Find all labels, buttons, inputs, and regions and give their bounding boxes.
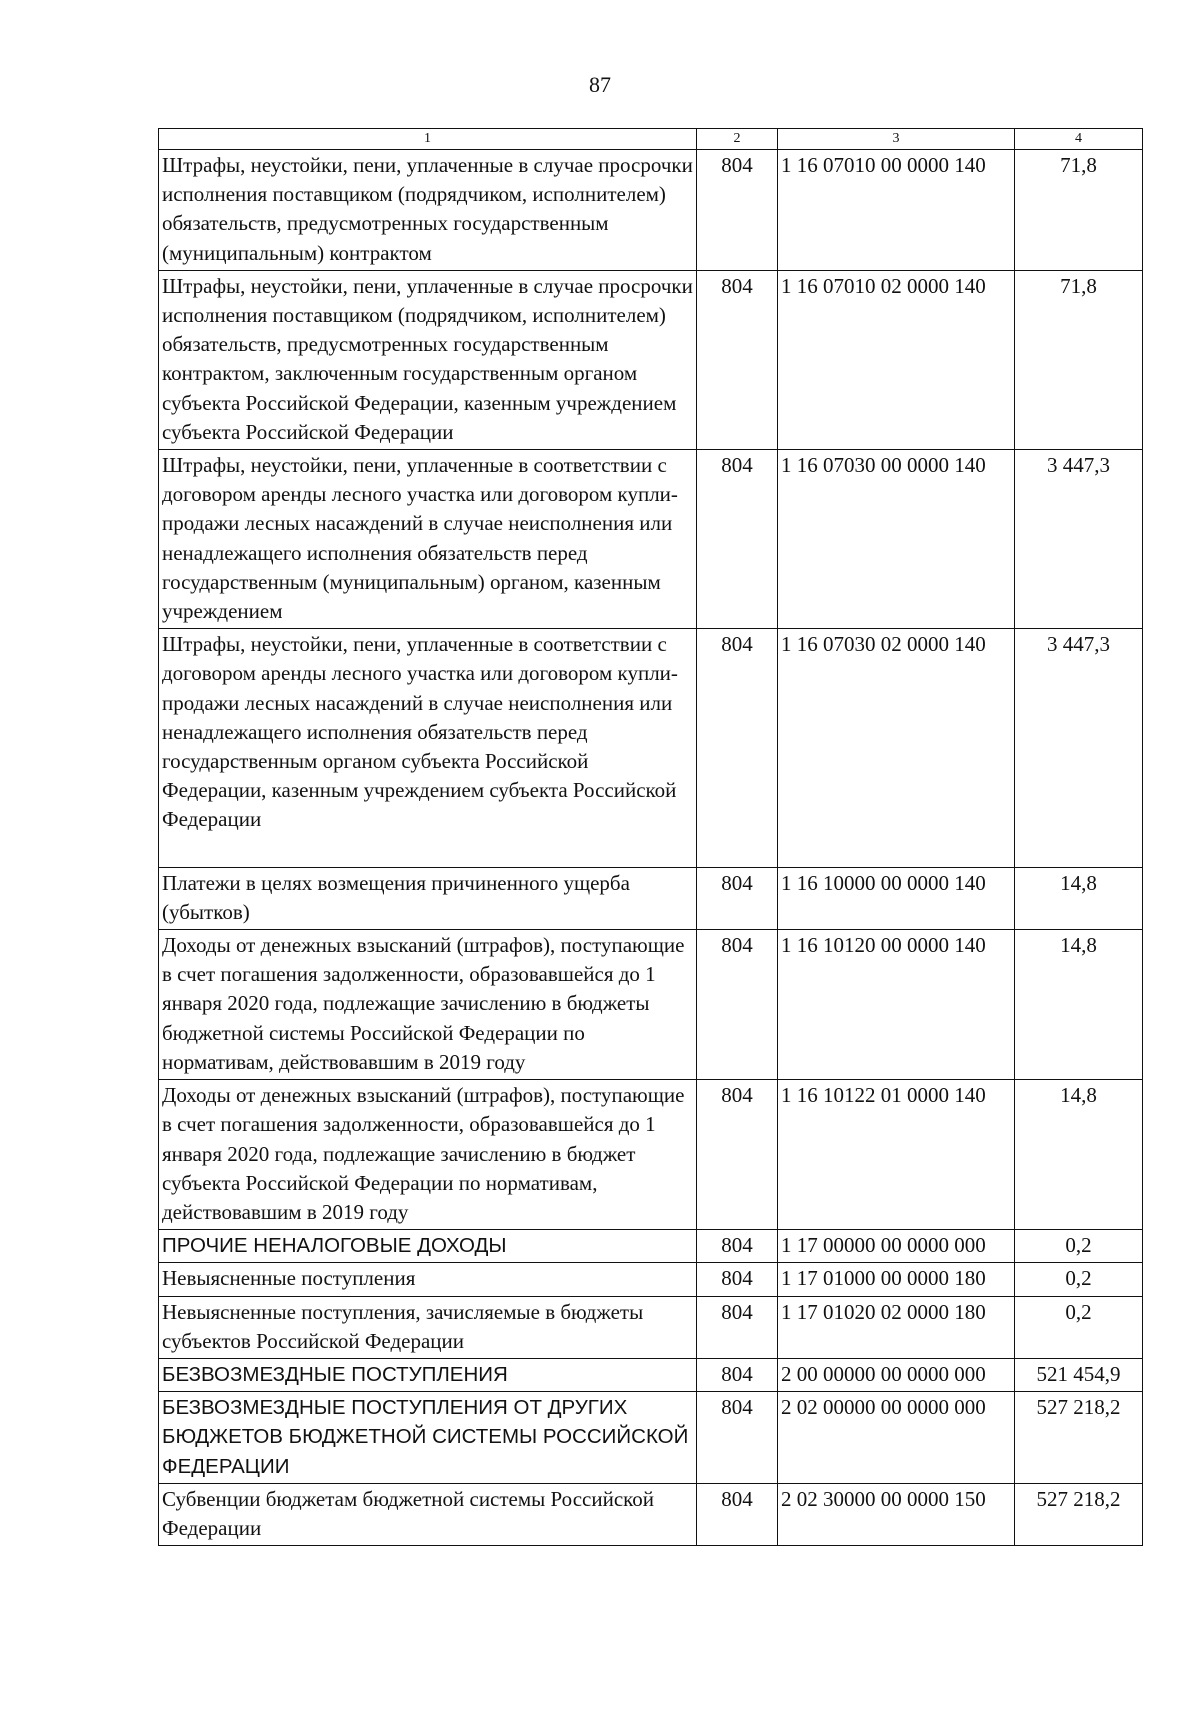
row-budget-code: 2 02 30000 00 0000 150 [778,1483,1015,1545]
row-admin-code: 804 [697,1392,778,1484]
row-amount: 521 454,9 [1015,1358,1143,1391]
row-admin-code: 804 [697,450,778,629]
row-budget-code: 1 17 00000 00 0000 000 [778,1230,1015,1263]
row-amount: 14,8 [1015,930,1143,1080]
row-admin-code: 804 [697,1080,778,1230]
row-name: Платежи в целях возмещения причиненного ущерба (убытков) [159,867,697,929]
row-name: БЕЗВОЗМЕЗДНЫЕ ПОСТУПЛЕНИЯ ОТ ДРУГИХ БЮДЖЕТОВ БЮДЖЕТНОЙ СИСТЕМЫ РОССИЙСКОЙ ФЕДЕРАЦИИ [159,1392,697,1484]
row-name: Невыясненные поступления, зачисляемые в бюджеты субъектов Российской Федерации [159,1296,697,1358]
row-admin-code: 804 [697,1358,778,1391]
row-name: Субвенции бюджетам бюджетной системы Российской Федерации [159,1483,697,1545]
row-amount: 527 218,2 [1015,1483,1143,1545]
table-row [159,629,1143,867]
row-name: ПРОЧИЕ НЕНАЛОГОВЫЕ ДОХОДЫ [159,1230,697,1263]
table-row [159,867,1143,929]
row-name: Доходы от денежных взысканий (штрафов), поступающие в счет погашения задолженности, образовавшейся до 1 января 2020 года, подлежащие зачислению в бюджет субъекта Российской Федерации по нормативам, действовавшим в 2019 году [159,1080,697,1230]
row-budget-code: 2 00 00000 00 0000 000 [778,1358,1015,1391]
row-admin-code: 804 [697,270,778,449]
row-admin-code: 804 [697,1230,778,1263]
table-row [159,1263,1143,1296]
row-admin-code: 804 [697,150,778,271]
row-amount: 527 218,2 [1015,1392,1143,1484]
row-admin-code: 804 [697,1296,778,1358]
table-row [159,1296,1143,1358]
column-header-name: 1 [159,129,697,150]
revenue-table [158,128,1143,1546]
row-amount: 3 447,3 [1015,629,1143,867]
row-name: Невыясненные поступления [159,1263,697,1296]
row-name: Штрафы, неустойки, пени, уплаченные в соответствии с договором аренды лесного участка или договором купли-продажи лесных насаждений в случае неисполнения или ненадлежащего исполнения обязательств перед государственным (муниципальным) органом, казенным учреждением [159,450,697,629]
row-admin-code: 804 [697,867,778,929]
row-budget-code: 1 16 10122 01 0000 140 [778,1080,1015,1230]
row-admin-code: 804 [697,629,778,867]
row-budget-code: 1 16 07030 00 0000 140 [778,450,1015,629]
table-row [159,1483,1143,1545]
row-admin-code: 804 [697,1483,778,1545]
table-row [159,1392,1143,1484]
table-row [159,1358,1143,1391]
row-budget-code: 1 16 10000 00 0000 140 [778,867,1015,929]
row-budget-code: 1 17 01000 00 0000 180 [778,1263,1015,1296]
column-header-code: 3 [778,129,1015,150]
page-number: 87 [589,72,611,97]
row-budget-code: 1 16 10120 00 0000 140 [778,930,1015,1080]
row-amount: 14,8 [1015,867,1143,929]
row-budget-code: 1 16 07010 02 0000 140 [778,270,1015,449]
table-row [159,1230,1143,1263]
table-row [159,1080,1143,1230]
row-amount: 3 447,3 [1015,450,1143,629]
column-header-admin: 2 [697,129,778,150]
table-row [159,270,1143,449]
row-name: Штрафы, неустойки, пени, уплаченные в случае просрочки исполнения поставщиком (подрядчиком, исполнителем) обязательств, предусмотренных государственным контрактом, заключенным государственным органом субъекта Российской Федерации, казенным учреждением субъекта Российской Федерации [159,270,697,449]
row-amount: 0,2 [1015,1230,1143,1263]
row-budget-code: 1 17 01020 02 0000 180 [778,1296,1015,1358]
row-name: БЕЗВОЗМЕЗДНЫЕ ПОСТУПЛЕНИЯ [159,1358,697,1391]
row-amount: 0,2 [1015,1263,1143,1296]
row-budget-code: 2 02 00000 00 0000 000 [778,1392,1015,1484]
row-amount: 71,8 [1015,270,1143,449]
row-amount: 14,8 [1015,1080,1143,1230]
row-name: Штрафы, неустойки, пени, уплаченные в соответствии с договором аренды лесного участка или договором купли-продажи лесных насаждений в случае неисполнения или ненадлежащего исполнения обязательств перед государственным органом субъекта Российской Федерации, казенным учреждением субъекта Российской Федерации [159,629,697,867]
table-row [159,150,1143,271]
column-header-amount: 4 [1015,129,1143,150]
table-header-row [159,129,1143,150]
table-row [159,930,1143,1080]
row-name: Доходы от денежных взысканий (штрафов), поступающие в счет погашения задолженности, образовавшейся до 1 января 2020 года, подлежащие зачислению в бюджеты бюджетной системы Российской Федерации по нормативам, действовавшим в 2019 году [159,930,697,1080]
row-budget-code: 1 16 07030 02 0000 140 [778,629,1015,867]
row-amount: 0,2 [1015,1296,1143,1358]
row-amount: 71,8 [1015,150,1143,271]
table-row [159,450,1143,629]
row-admin-code: 804 [697,1263,778,1296]
row-admin-code: 804 [697,930,778,1080]
row-name: Штрафы, неустойки, пени, уплаченные в случае просрочки исполнения поставщиком (подрядчиком, исполнителем) обязательств, предусмотренных государственным (муниципальным) контрактом [159,150,697,271]
row-budget-code: 1 16 07010 00 0000 140 [778,150,1015,271]
